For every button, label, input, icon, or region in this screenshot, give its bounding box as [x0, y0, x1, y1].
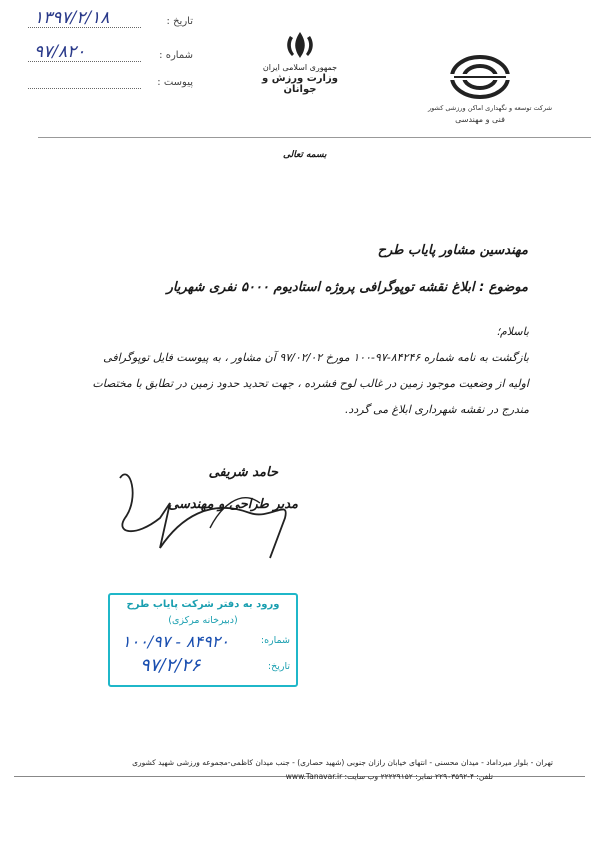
signatory-title: مدیر طراحی و مهندسی: [168, 497, 298, 512]
greeting: باسلام؛: [496, 325, 529, 338]
date-label: تاریخ :: [166, 16, 193, 27]
stamp-subtitle: (دبیرخانه مرکزی): [168, 615, 238, 626]
date-value: ۱۳۹۷/۲/۱۸: [34, 8, 110, 28]
subject: موضوع : ابلاغ نقشه توپوگرافی پروژه استادیوم ۵۰۰۰ نفری شهریار: [166, 280, 528, 295]
signatory-name: حامد شریفی: [208, 465, 278, 480]
stamp-date-value: ۹۷/۲/۲۶: [140, 655, 201, 676]
number-value: ۹۷/۸۲۰: [34, 42, 86, 62]
number-row: [28, 42, 193, 66]
stamp-date-label: تاریخ:: [267, 661, 290, 672]
body-line: بازگشت به نامه شماره ۸۴۲۴۶-۹۷-۱۰۰ مورخ ۹۷/۰۲/۰۲ آن مشاور ، به پیوست فایل توپوگرافی: [103, 351, 529, 364]
received-stamp: [108, 593, 298, 687]
body-line: مندرج در نقشه شهرداری ابلاغ می گردد.: [344, 403, 529, 416]
body-line: اولیه از وضعیت موجود زمین در غالب لوح فشرده ، جهت تحدید حدود زمین در تطابق با مختصات: [92, 377, 529, 390]
header-divider: [38, 137, 591, 138]
footer-address: تهران - بلوار میرداماد - میدان محسنی - انتهای خیابان رازان جنوبی (شهید حصاری) - جنب میدان کاظمی-مجموعه ورزشی شهید کشوری: [132, 758, 553, 767]
date-row: [28, 8, 193, 32]
company-name: شرکت توسعه و نگهداری اماکن ورزشی کشور: [427, 104, 553, 112]
number-label: شماره :: [159, 50, 193, 61]
company-logo-icon: [448, 52, 512, 102]
attachment-row: [28, 75, 193, 93]
attachment-label: پیوست :: [157, 77, 193, 88]
ministry-name: وزارت ورزش و جوانان: [262, 73, 338, 95]
stamp-number-value: ۱۰۰/۹۷ - ۸۴۹۲۰: [122, 632, 229, 651]
stamp-title: ورود به دفتر شرکت پایاب طرح: [126, 599, 280, 610]
iran-emblem-icon: [282, 30, 318, 60]
recipient: مهندسین مشاور پایاب طرح: [377, 243, 528, 258]
stamp-number-label: شماره:: [260, 635, 290, 646]
footer-contact: تلفن: ۴-۲۲۹۰۳۵۹۲ نمابر: ۲۲۲۲۹۱۵۲ وب سایت: www.Tanavar.ir: [285, 772, 493, 781]
basmala: بسمه تعالی: [283, 150, 327, 160]
ministry-republic: جمهوری اسلامی ایران: [262, 63, 338, 72]
company-department: فنی و مهندسی: [455, 115, 505, 124]
